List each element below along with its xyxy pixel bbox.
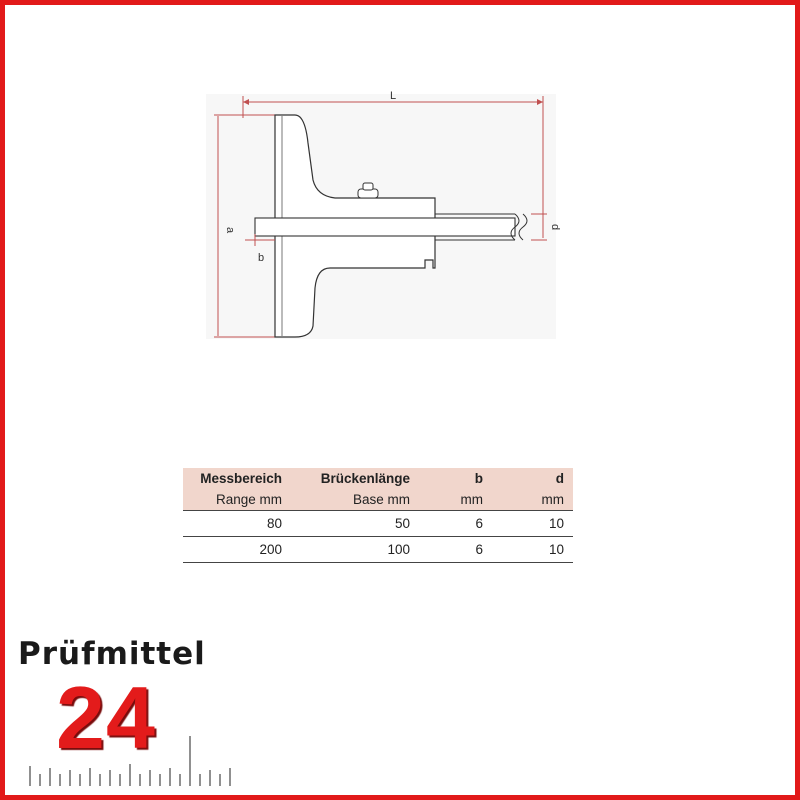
height-label: a [224,226,236,234]
specification-table [183,468,573,563]
cell-base: 100 [387,542,410,557]
cell-d: 10 [548,516,564,531]
cell-b: 6 [475,542,483,557]
technical-drawing [205,88,565,348]
brand-logo [18,636,278,791]
subheader-d: mm [541,492,564,507]
cell-d: 10 [548,542,564,557]
cell-base: 50 [394,516,410,531]
logo-wordmark: Prüfmittel [18,636,206,672]
depth-gauge-drawing [205,88,565,348]
gauge-rod [255,218,515,236]
header-b: b [474,471,483,486]
header-range: Messbereich [200,471,282,486]
locking-screw-head [363,183,373,190]
diameter-label: d [549,223,561,231]
header-base: Brückenlänge [320,471,410,486]
table-header-row [183,468,573,489]
header-d: d [555,471,564,486]
subheader-base: Base mm [352,492,410,507]
cell-range: 80 [266,516,282,531]
length-label: L [389,90,397,102]
table-subheader-row [183,489,573,511]
cell-b: 6 [475,516,483,531]
thickness-label: b [257,252,265,264]
subheader-range: Range mm [215,492,282,507]
subheader-b: mm [460,492,483,507]
cell-range: 200 [259,542,282,557]
logo-number: 24 [56,668,156,767]
table-row [183,537,573,563]
table-row [183,511,573,537]
